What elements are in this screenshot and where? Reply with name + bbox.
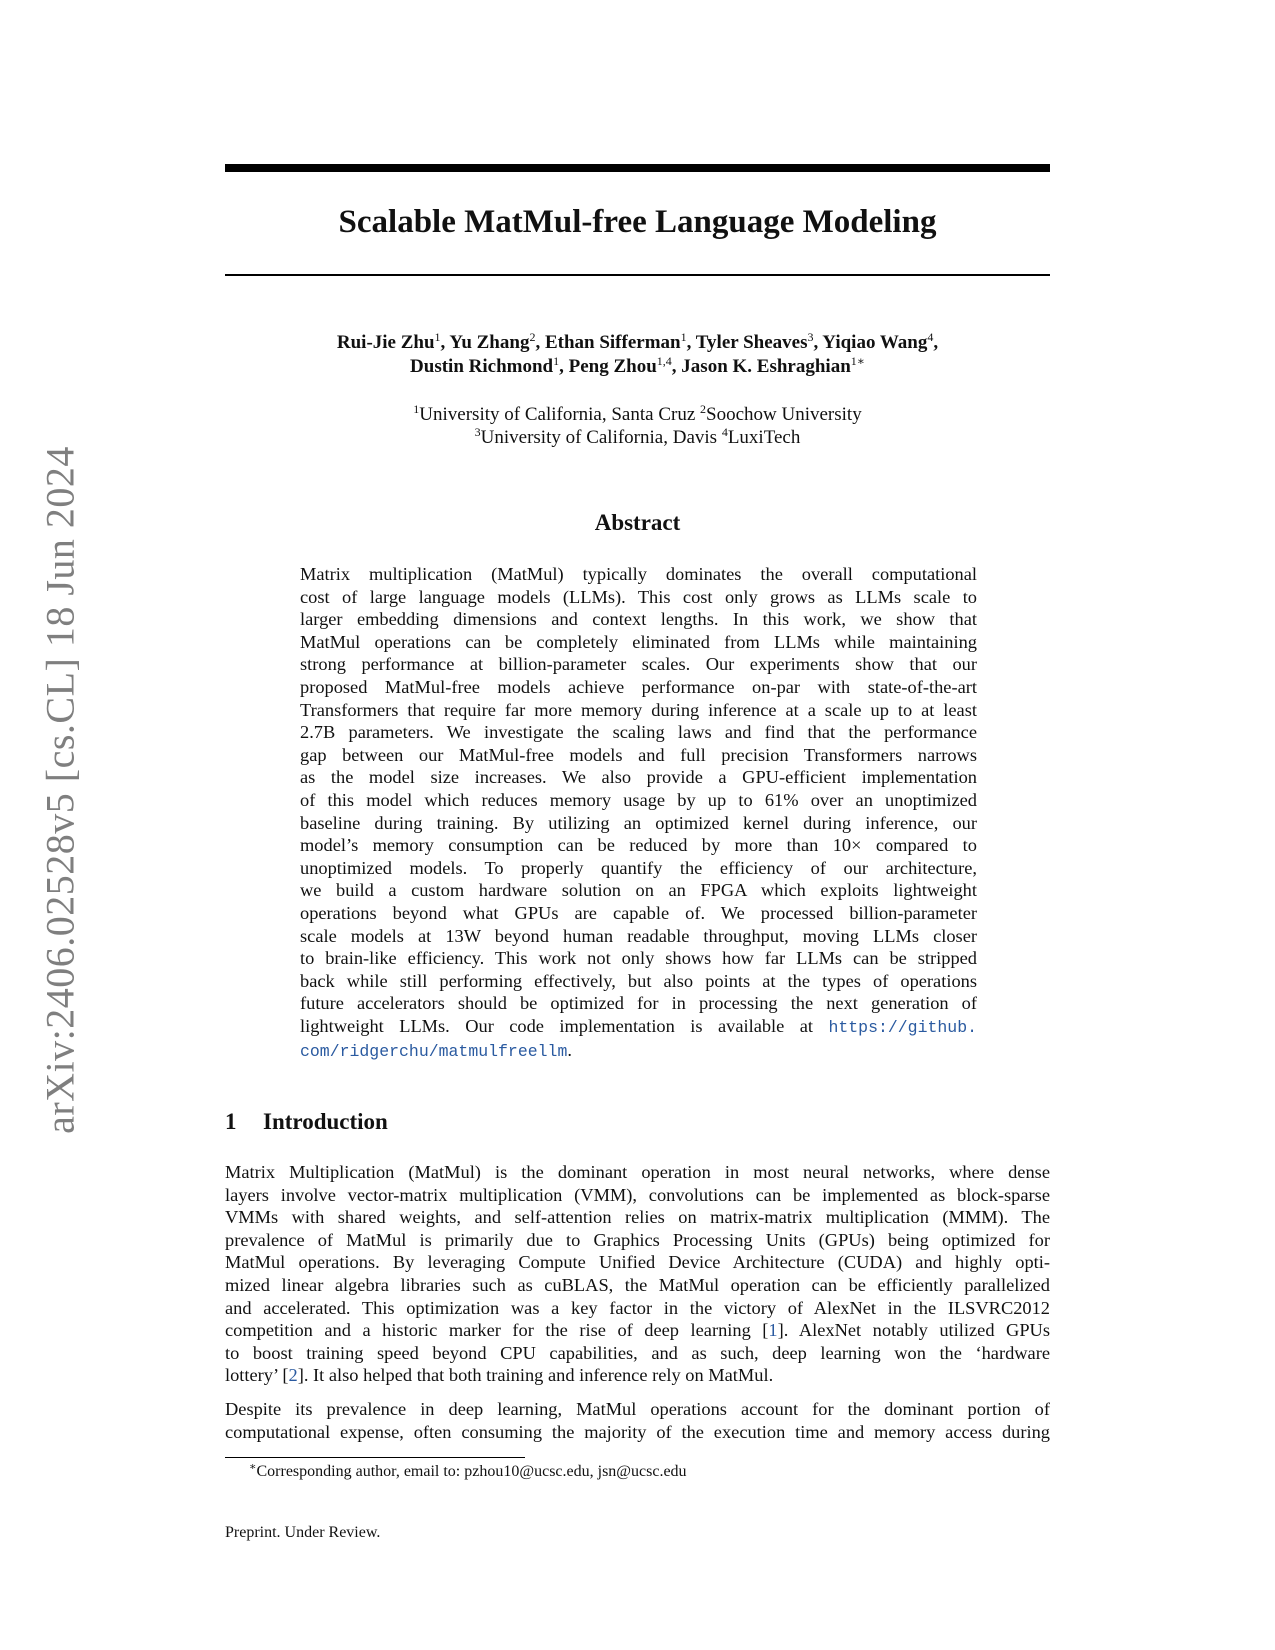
intro-line: layers involve vector-matrix multiplication (VMM), convolutions can be implemented as block-sparse xyxy=(225,1184,1050,1205)
code-repository-link-continued[interactable]: com/ridgerchu/matmulfreellm xyxy=(300,1042,568,1062)
arxiv-identifier: arXiv:2406.02528v5 [cs.CL] 18 Jun 2024 xyxy=(37,446,83,1134)
author-name: Ethan Sifferman xyxy=(544,332,681,353)
author-name: Jason K. Eshraghian xyxy=(681,356,851,377)
abstract-line: 2.7B parameters. We investigate the scaling laws and find that the performance xyxy=(300,722,977,743)
author-affiliation-mark: 1,4 xyxy=(656,354,672,368)
introduction-paragraph-2 xyxy=(225,1398,1050,1443)
abstract-line: unoptimized models. To properly quantify the efficiency of our architecture, xyxy=(300,857,977,878)
abstract-heading: Abstract xyxy=(594,510,681,535)
author-affiliation-mark: 1 xyxy=(553,354,560,368)
abstract-line: as the model size increases. We also provide a GPU-efficient implementation xyxy=(300,767,977,788)
preprint-note: Preprint. Under Review. xyxy=(225,1524,381,1541)
author-separator: , xyxy=(440,332,450,353)
intro-line xyxy=(225,1364,1050,1387)
author-name: Dustin Richmond xyxy=(410,356,554,377)
abstract-text-fragment: . xyxy=(567,1040,572,1061)
author-separator: , xyxy=(813,332,823,353)
footnote-rule xyxy=(225,1457,525,1458)
title-top-rule xyxy=(225,164,1050,172)
affiliation-name: LuxiTech xyxy=(727,427,801,448)
section-heading-introduction xyxy=(225,1107,388,1137)
intro-line: Matrix Multiplication (MatMul) is the dominant operation in most neural networks, where dense xyxy=(225,1162,1050,1182)
affiliation-mark: 1 xyxy=(413,402,420,416)
intro-line: to boost training speed beyond CPU capabilities, and as such, deep learning won the ‘hardware xyxy=(225,1342,1050,1363)
abstract-line: future accelerators should be optimized for in processing the next generation of xyxy=(300,993,977,1014)
abstract-line: larger embedding dimensions and context lengths. In this work, we show that xyxy=(300,609,977,630)
abstract-text xyxy=(300,563,977,1064)
author-name: Yu Zhang xyxy=(449,332,530,353)
abstract-line: Transformers that require far more memory during inference at a scale up to at least xyxy=(300,699,977,720)
author-separator: , xyxy=(559,356,569,377)
abstract-line: MatMul operations can be completely eliminated from LLMs while maintaining xyxy=(300,631,977,652)
abstract-line: proposed MatMul-free models achieve performance on-par with state-of-the-art xyxy=(300,676,977,697)
affiliation-mark: 3 xyxy=(474,425,481,439)
abstract-line: cost of large language models (LLMs). This cost only grows as LLMs scale to xyxy=(300,586,977,607)
intro-line: and accelerated. This optimization was a key factor in the victory of AlexNet in the ILSVRC2012 xyxy=(225,1297,1050,1318)
abstract-text-fragment: lightweight LLMs. Our code implementation is available at xyxy=(300,1015,829,1036)
section-number: 1 xyxy=(225,1109,237,1134)
intro-text-fragment: competition and a historic marker for the rise of deep learning [ xyxy=(225,1320,769,1341)
author-affiliation-mark: 1 xyxy=(434,330,441,344)
abstract-line: gap between our MatMul-free models and full precision Transformers narrows xyxy=(300,744,977,765)
intro-line: prevalence of MatMul is primarily due to Graphics Processing Units (GPUs) being optimized for xyxy=(225,1229,1050,1250)
author-affiliation-mark: 1∗ xyxy=(850,354,865,368)
affiliation-line-1 xyxy=(225,403,1050,426)
author-line-1 xyxy=(225,331,1050,355)
author-affiliation-mark: 4 xyxy=(927,330,934,344)
intro-text-fragment: ]. AlexNet notably utilized GPUs xyxy=(777,1320,1050,1341)
abstract-line: we build a custom hardware solution on an FPGA which exploits lightweight xyxy=(300,880,977,901)
abstract-line: scale models at 13W beyond human readable throughput, moving LLMs closer xyxy=(300,925,977,946)
paper-title: Scalable MatMul-free Language Modeling xyxy=(338,204,937,240)
abstract-line: strong performance at billion-parameter scales. Our experiments show that our xyxy=(300,654,977,675)
affiliation-name: University of California, Santa Cruz xyxy=(419,404,701,425)
author-separator: , xyxy=(535,332,545,353)
footnote-mark: ∗ xyxy=(249,1461,257,1473)
intro-line: mized linear algebra libraries such as cuBLAS, the MatMul operation can be efficiently parallelized xyxy=(225,1274,1050,1295)
intro-text-fragment: lottery’ [ xyxy=(225,1365,289,1386)
affiliations xyxy=(225,403,1050,449)
footnote xyxy=(249,1462,687,1482)
author-name: Tyler Sheaves xyxy=(695,332,808,353)
introduction-paragraph-1 xyxy=(225,1161,1050,1387)
abstract-line: baseline during training. By utilizing an optimized kernel during inference, our xyxy=(300,812,977,833)
author-separator: , xyxy=(686,332,696,353)
author-list xyxy=(225,331,1050,379)
intro-line: Despite its prevalence in deep learning, MatMul operations account for the dominant portion of xyxy=(225,1399,1050,1419)
author-line-2 xyxy=(225,355,1050,379)
abstract-line: Matrix multiplication (MatMul) typically dominates the overall computational xyxy=(300,564,977,584)
intro-line xyxy=(225,1319,1050,1342)
intro-line: computational expense, often consuming the majority of the execution time and memory access during xyxy=(225,1421,1050,1442)
abstract-line xyxy=(300,1015,977,1040)
author-name: Peng Zhou xyxy=(568,356,657,377)
title-bottom-rule xyxy=(225,274,1050,276)
section-title: Introduction xyxy=(263,1109,388,1134)
author-separator: , xyxy=(933,332,939,353)
affiliation-mark: 2 xyxy=(700,402,707,416)
citation-link[interactable]: 2 xyxy=(288,1365,298,1386)
affiliation-mark: 4 xyxy=(721,425,728,439)
abstract-line: model’s memory consumption can be reduced by more than 10× compared to xyxy=(300,835,977,856)
intro-line: MatMul operations. By leveraging Compute Unified Device Architecture (CUDA) and highly opti- xyxy=(225,1252,1050,1273)
affiliation-line-2 xyxy=(225,426,1050,449)
author-affiliation-mark: 3 xyxy=(807,330,814,344)
abstract-line: of this model which reduces memory usage by up to 61% over an unoptimized xyxy=(300,789,977,810)
author-affiliation-mark: 1 xyxy=(680,330,687,344)
author-name: Yiqiao Wang xyxy=(822,332,928,353)
author-name: Rui-Jie Zhu xyxy=(336,332,435,353)
abstract-line xyxy=(300,1039,977,1064)
footnote-text: Corresponding author, email to: pzhou10@ucsc.edu, jsn@ucsc.edu xyxy=(256,1463,687,1480)
abstract-line: to brain-like efficiency. This work not only shows how far LLMs can be stripped xyxy=(300,948,977,969)
author-separator: , xyxy=(671,356,682,377)
affiliation-name: Soochow University xyxy=(706,404,862,425)
author-affiliation-mark: 2 xyxy=(529,330,536,344)
citation-link[interactable]: 1 xyxy=(768,1320,778,1341)
intro-line: VMMs with shared weights, and self-attention relies on matrix-matrix multiplication (MMM). The xyxy=(225,1207,1050,1228)
affiliation-name: University of California, Davis xyxy=(480,427,722,448)
abstract-line: back while still performing effectively, but also points at the types of operations xyxy=(300,970,977,991)
abstract-line: operations beyond what GPUs are capable of. We processed billion-parameter xyxy=(300,902,977,923)
code-repository-link[interactable]: https://github. xyxy=(828,1017,977,1037)
intro-text-fragment: ]. It also helped that both training and inference rely on MatMul. xyxy=(297,1365,774,1386)
